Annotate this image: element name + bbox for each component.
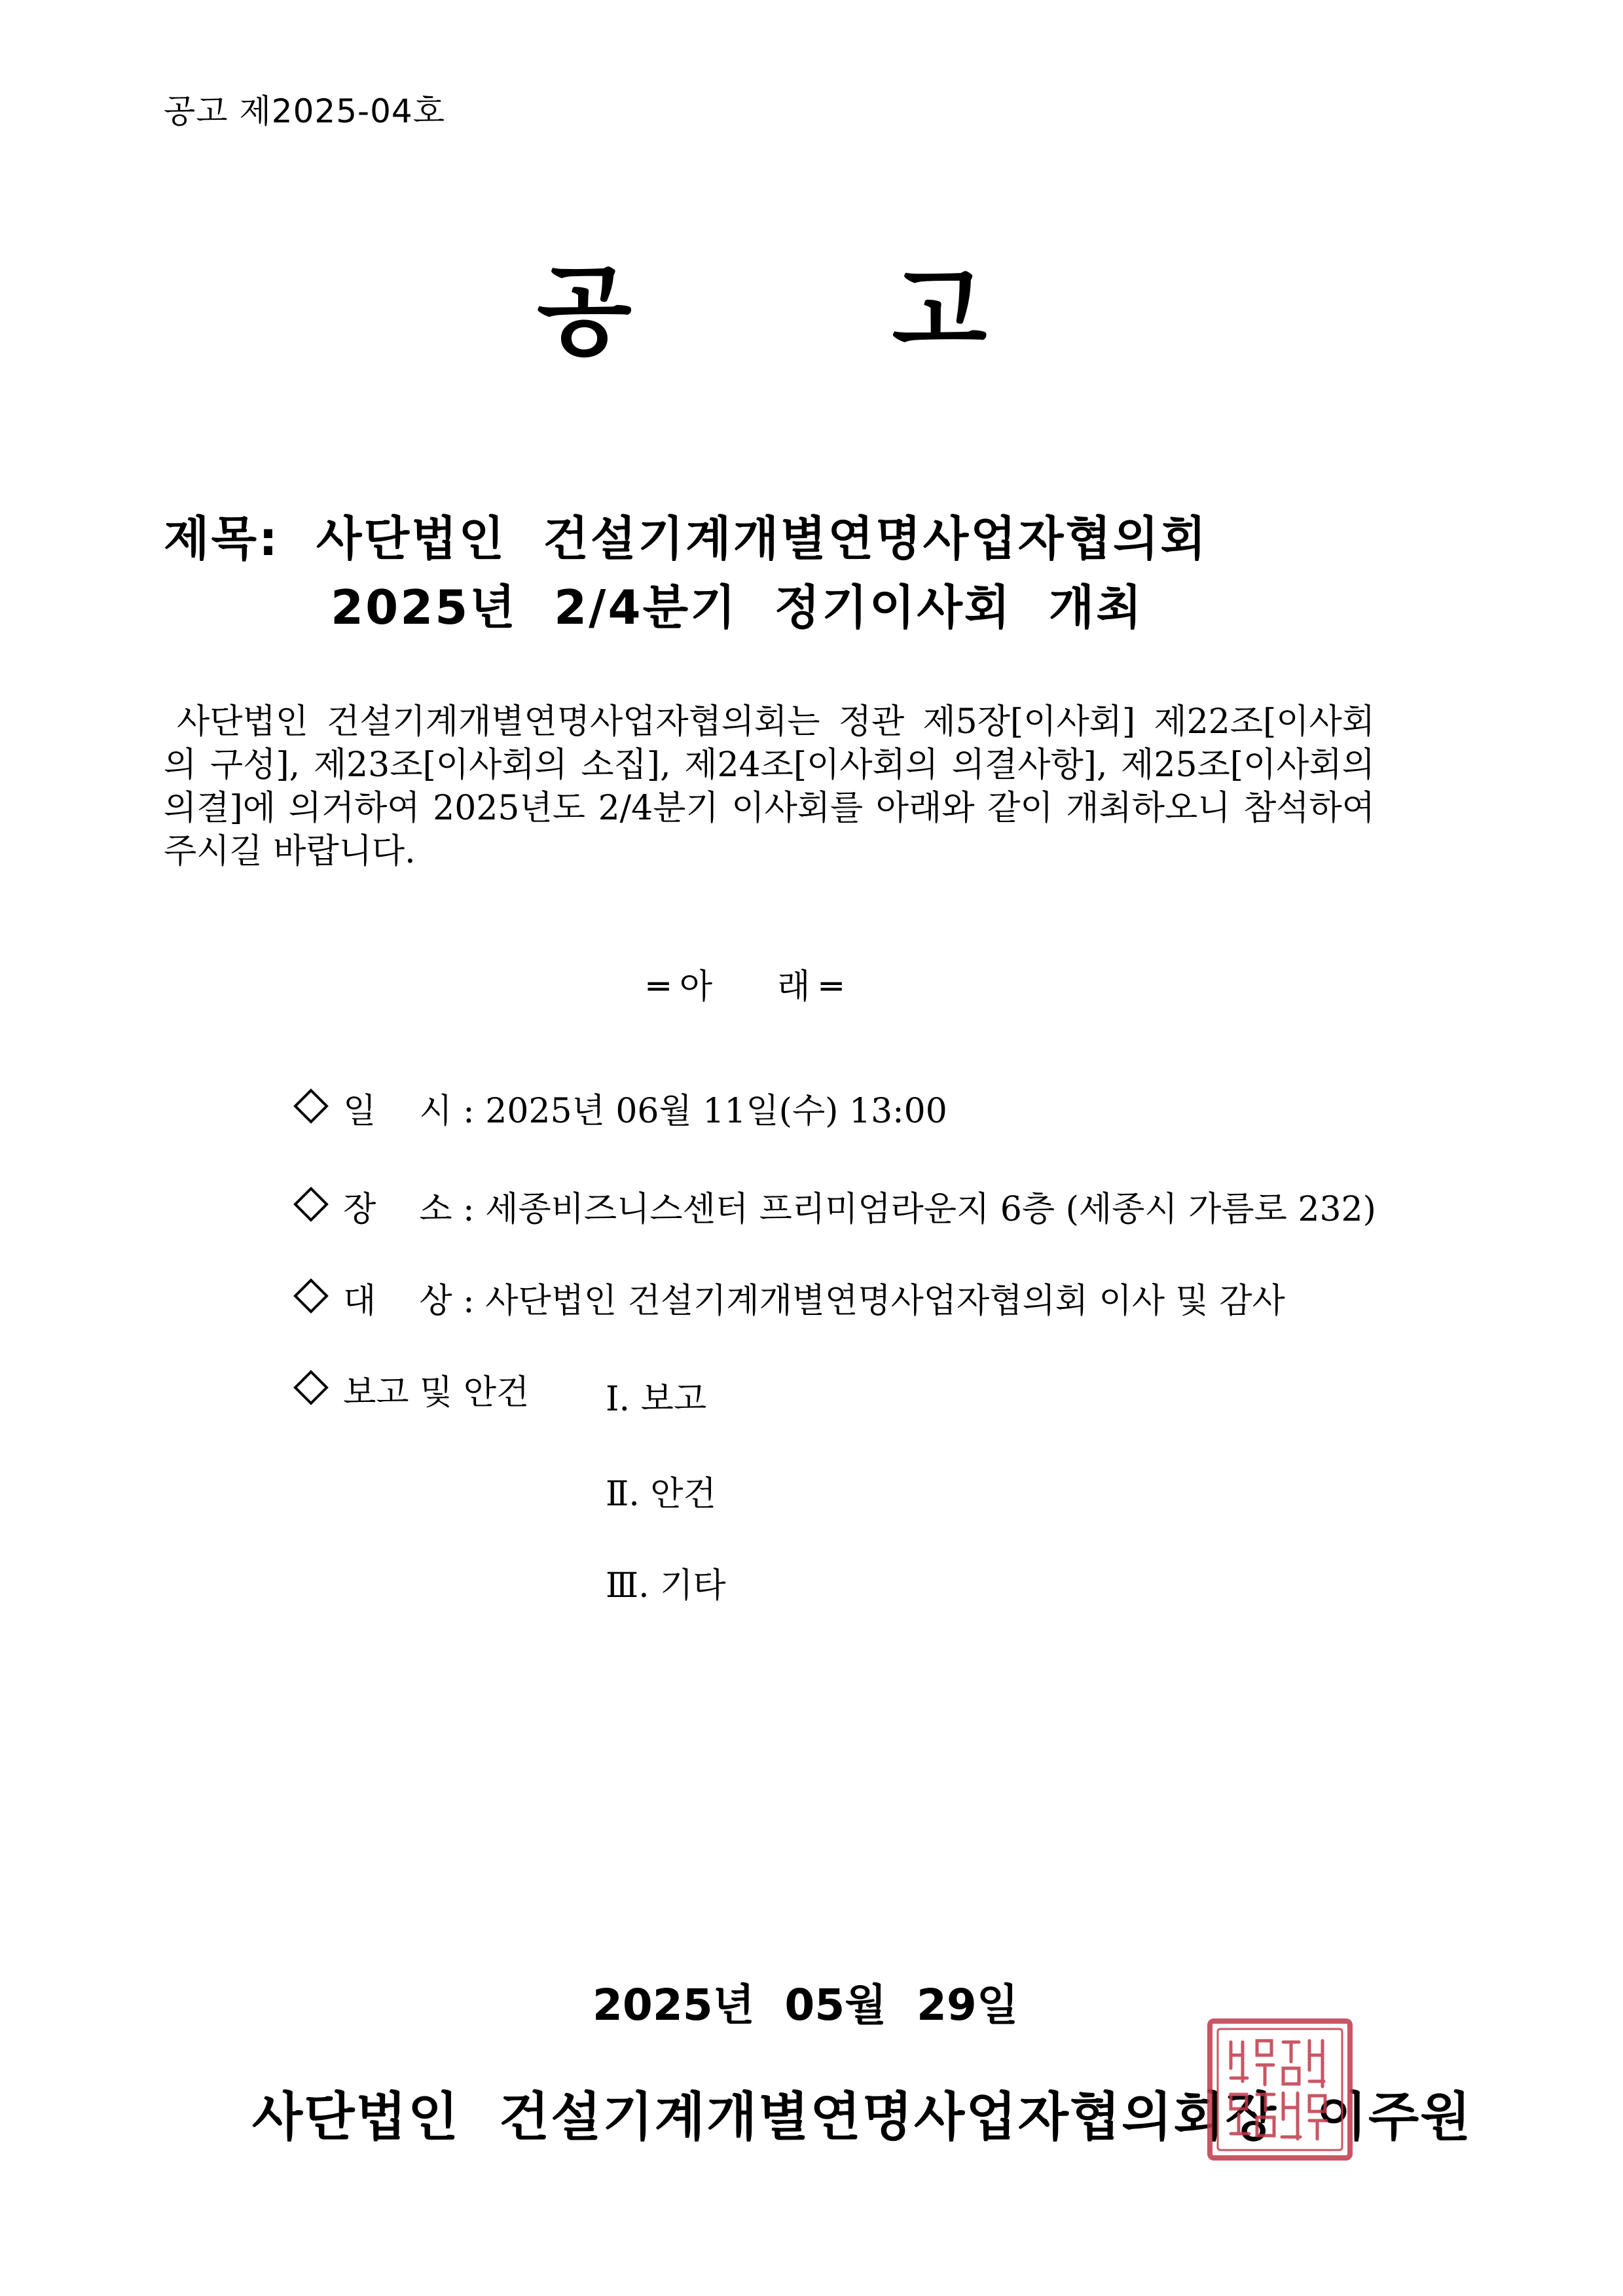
signer-name: 사단법인 건설기계개별연명사업자협의회장 이주원 — [252, 2087, 1472, 2147]
subject-line-1: 제목: 사단법인 건설기계개별연명사업자협의회 — [164, 511, 1209, 566]
notice-number: 공고 제2025-04호 — [164, 92, 446, 130]
agenda-item-other: Ⅲ. 기타 — [606, 1566, 726, 1605]
detail-label: 대 상 : — [343, 1282, 486, 1321]
subject-line-2: 2025년 2/4분기 정기이사회 개최 — [331, 580, 1144, 635]
document-title: 공 고 — [537, 255, 990, 369]
diamond-bullet-icon — [293, 1088, 329, 1124]
detail-item-target — [272, 1234, 1285, 1322]
diamond-bullet-icon — [293, 1187, 329, 1222]
detail-label: 장 소 : — [343, 1190, 486, 1229]
detail-label: 보고 및 안건 — [343, 1373, 530, 1412]
detail-item-location — [272, 1142, 1376, 1230]
detail-value: 사단법인 건설기계개별연명사업자협의회 이사 및 감사 — [485, 1282, 1285, 1321]
detail-value: 세종비즈니스센터 프리미엄라운지 6층 (세종시 가름로 232) — [485, 1190, 1376, 1229]
diamond-bullet-icon — [293, 1370, 329, 1405]
detail-item-datetime — [272, 1044, 947, 1132]
agenda-item-report: Ⅰ. 보고 — [606, 1380, 707, 1419]
official-seal-icon — [1205, 2016, 1355, 2163]
below-heading: ═ 아 래 ═ — [648, 967, 842, 1007]
detail-item-agenda — [272, 1325, 529, 1414]
detail-label: 일 시 : — [343, 1092, 486, 1131]
agenda-item-agenda: Ⅱ. 안건 — [606, 1475, 716, 1514]
diamond-bullet-icon — [293, 1278, 329, 1314]
detail-value: 2025년 06월 11일(수) 13:00 — [485, 1092, 947, 1131]
body-paragraph: 사단법인 건설기계개별연명사업자협의회는 정관 제5장[이사회] 제22조[이사회의 구성], 제23조[이사회의 소집], 제24조[이사회의 의결사항], 제25조[이사회의 의결]에 의거하여 2025년도 2/4분기 이사회를 아래와 같이 개최하오니 참석하여 주시길 바랍니다. — [164, 702, 1375, 871]
issue-date: 2025년 05월 29일 — [593, 1980, 1019, 2030]
